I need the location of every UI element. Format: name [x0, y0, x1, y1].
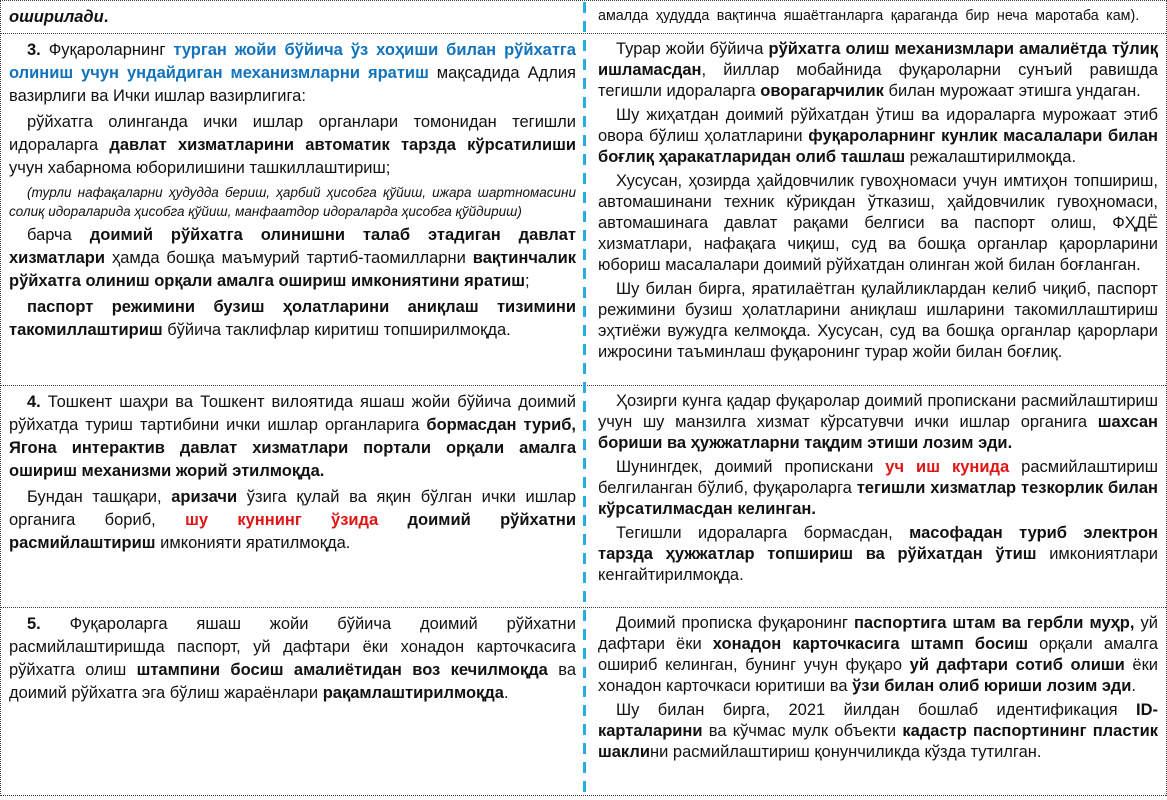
text-run: ва доимий рўйхатга эга бўлиш жараёнлари	[9, 661, 576, 702]
text-run: имконияти яратилмоқда.	[155, 534, 351, 552]
text-run: билан мурожаат этишга ундаган.	[883, 82, 1141, 100]
text-run: штампини босиш амалиётидан воз кечилмоқда	[136, 661, 548, 679]
text-run: 5.	[27, 615, 70, 633]
text-run: (турли нафақаларни ҳудудда бериш, ҳарбий ҳисобга қўйиш, ижара шартномасини солиқ идораларида ҳисобга қўйиш, манфаатдор идораларда ҳисобга қўйдириш)	[9, 185, 576, 219]
text-run: тегишли хизматлар тезкорлик билан кўрсатилмасдан келинган.	[598, 479, 1158, 518]
paragraph	[9, 391, 576, 483]
paragraph	[9, 486, 576, 555]
text-run: .	[103, 8, 109, 26]
paragraph	[598, 6, 1158, 27]
paragraph	[598, 39, 1158, 102]
text-run: бўйича таклифлар киритиш топширилмоқда.	[162, 321, 511, 339]
text-run: Шу билан бирга, яратилаётган қулайликлардан келиб чиқиб, паспорт режимини бузиш ҳолатларини аниқлаш ишларини такомиллаштириш эҳтиёжи вужудга келмоқда. Хусусан, суд ва бошқа органлар қарорлари ижросини таъминлаш фуқаронинг турар жойи билан боғлиқ.	[598, 280, 1158, 361]
text-run: ни расмийлаштириш қонунчиликда кўзда тутилган.	[650, 743, 1042, 761]
text-run: уй дафтари сотиб олиши	[909, 656, 1125, 674]
text-run: турган жойи бўйича ўз хоҳиши билан рўйхатга олиниш учун ундайдиган механизмларни яратиш	[9, 41, 576, 82]
text-run: шу куннинг ўзида	[185, 511, 379, 529]
text-run: бормасдан туриб, Ягона интерактив давлат хизматлари портали орқали амалга ошириш механизми жорий этилмоқда.	[9, 416, 577, 480]
text-run: орқали амалга ошириб келинган, бунинг учун фуқаро	[598, 635, 1158, 674]
text-run: .	[503, 684, 509, 702]
text-run: Турар жойи бўйича	[616, 40, 769, 58]
text-run: Шу билан бирга, 2021 йилдан бошлаб идентификация	[616, 701, 1136, 719]
text-run: ёки хонадон карточкаси юритиши ва	[598, 656, 1158, 695]
text-run: 4.	[27, 393, 48, 411]
right-column-cell	[585, 34, 1166, 385]
text-run: Тошкент шаҳри ва Тошкент вилоятида яшаш жойи бўйича доимий рўйхатда туриш тартибини ички ишлар органларига	[9, 393, 576, 434]
text-run: Ҳозирги кунга қадар фуқаролар доимий пропискани расмийлаштириш учун шу манзилга хизмат кўрсатувчи ички ишлар органига	[598, 392, 1158, 431]
paragraph	[598, 457, 1158, 520]
text-run: 3.	[27, 41, 49, 59]
text-run	[378, 511, 407, 529]
text-run: доимий рўйхатга олинишни талаб этадиган давлат хизматлари	[9, 226, 576, 267]
text-run: Доимий прописка фуқаронинг	[616, 614, 854, 632]
text-run: имкониятлари кенгайтирилмоқда.	[598, 545, 1158, 584]
paragraph	[9, 183, 576, 221]
text-run: мақсадида Адлия вазирлиги ва Ички ишлар вазирлигига:	[9, 64, 576, 105]
text-run: рақамлаштирилмоқда	[322, 684, 504, 702]
text-run: Фуқароларнинг	[48, 41, 174, 59]
text-run: оширилади	[9, 8, 104, 26]
text-run: учун хабарнома юборилишини ташкиллаштириш;	[9, 159, 391, 177]
text-run: Фуқароларга яшаш жойи бўйича доимий рўйхатни расмийлаштиришда паспорт, уй дафтари ёки хонадон карточкасига рўйхатга олиш	[9, 615, 576, 679]
text-run: вақтинчалик рўйхатга олиниш орқали амалга ошириш имкониятини яратиш	[9, 249, 576, 290]
text-run: расмийлаштириш белгиланган бўлиб, фуқароларга	[598, 458, 1158, 497]
column-divider-dashed-line	[583, 2, 586, 796]
paragraph	[598, 391, 1158, 454]
text-run: паспорт режимини бузиш ҳолатларини аниқлаш тизимини такомиллаштириш	[9, 298, 576, 339]
paragraph	[598, 523, 1158, 586]
text-run: Бундан ташқари,	[27, 488, 172, 506]
text-run: режалаштирилмоқда.	[905, 148, 1077, 166]
text-run: кадастр паспортининг пластик шакли	[598, 722, 1158, 761]
paragraph	[9, 613, 576, 705]
paragraph	[9, 296, 576, 342]
text-run: уч иш кунида	[885, 458, 1010, 476]
right-column-cell	[585, 608, 1166, 795]
left-column-cell	[1, 34, 585, 385]
text-run: Тегишли идораларга бормасдан,	[616, 524, 910, 542]
text-run: ўзига қулай ва яқин бўлган ички ишлар органига бориб,	[9, 488, 576, 529]
text-run: , йиллар мобайнида фуқароларни сунъий равишда тегишли идораларга	[598, 61, 1158, 100]
text-run: ;	[524, 272, 530, 290]
text-run: ҳамда бошқа маъмурий тартиб-таомилларни	[105, 249, 473, 267]
right-column-cell	[585, 386, 1166, 607]
paragraph	[598, 171, 1158, 276]
text-run: амалда ҳудудда вақтинча яшаётганларга қараганда бир неча маротаба кам).	[598, 8, 1140, 24]
text-run: Шунингдек, доимий пропискани	[616, 458, 886, 476]
text-run: шахсан бориши ва ҳужжатларни тақдим этиши лозим эди.	[598, 413, 1158, 452]
left-column-cell	[1, 386, 585, 607]
paragraph	[9, 224, 576, 293]
text-run: аризачи	[171, 488, 238, 506]
text-run: паспортига штам ва гербли муҳр,	[853, 614, 1135, 632]
text-run: ўзи билан олиб юриши лозим эди	[852, 677, 1132, 695]
paragraph	[598, 279, 1158, 363]
left-column-cell	[1, 608, 585, 795]
text-run: фуқароларнинг кунлик масалалари билан боғлиқ ҳаракатларидан олиб ташлаш	[598, 127, 1158, 166]
text-run: оворагарчилик	[760, 82, 884, 100]
left-column-cell	[1, 1, 585, 33]
text-run: рўйхатга олинганда ички ишлар органлари томонидан тегишли идораларга	[9, 113, 576, 154]
text-run: рўйхатга олиш механизмлари амалиётда тўлиқ ишламасдан	[598, 40, 1158, 79]
text-run: Хусусан, ҳозирда ҳайдовчилик гувоҳномаси учун имтиҳон топшириш, автомашинани техник кўрикдан ўтказиш, ҳайдовчилик гувоҳномаси, автомашинага давлат рақами белгиси ва паспорт олиш, ФҲДЁ хизматлари, нафақага чиқиш, суд ва бошқа органлар қарорларини юбориш масалалари доимий рўйхатдан олинган жой билан боғланган.	[598, 172, 1158, 274]
paragraph	[9, 111, 576, 180]
text-run: барча	[27, 226, 90, 244]
paragraph	[598, 700, 1158, 763]
text-run: ID-карталарини	[598, 701, 1158, 740]
text-run: доимий рўйхатни расмийлаштириш	[9, 511, 577, 552]
paragraph	[9, 39, 576, 108]
paragraph	[598, 613, 1158, 697]
text-run: уй дафтари ёки	[598, 614, 1158, 653]
paragraph	[598, 105, 1158, 168]
right-column-cell	[585, 1, 1166, 33]
text-run: хонадон карточкасига штамп босиш	[712, 635, 1029, 653]
text-run: масофадан туриб электрон тарзда ҳужжатлар топшириш ва рўйхатдан ўтиш	[598, 524, 1158, 563]
paragraph	[9, 6, 576, 29]
text-run: .	[1131, 677, 1137, 695]
text-run: Шу жиҳатдан доимий рўйхатдан ўтиш ва идораларга мурожаат этиб овора бўлиш ҳолатларини	[598, 106, 1158, 145]
text-run: ва кўчмас мулк объекти	[702, 722, 903, 740]
text-run: давлат хизматларини автоматик тарзда кўрсатилиши	[109, 136, 576, 154]
